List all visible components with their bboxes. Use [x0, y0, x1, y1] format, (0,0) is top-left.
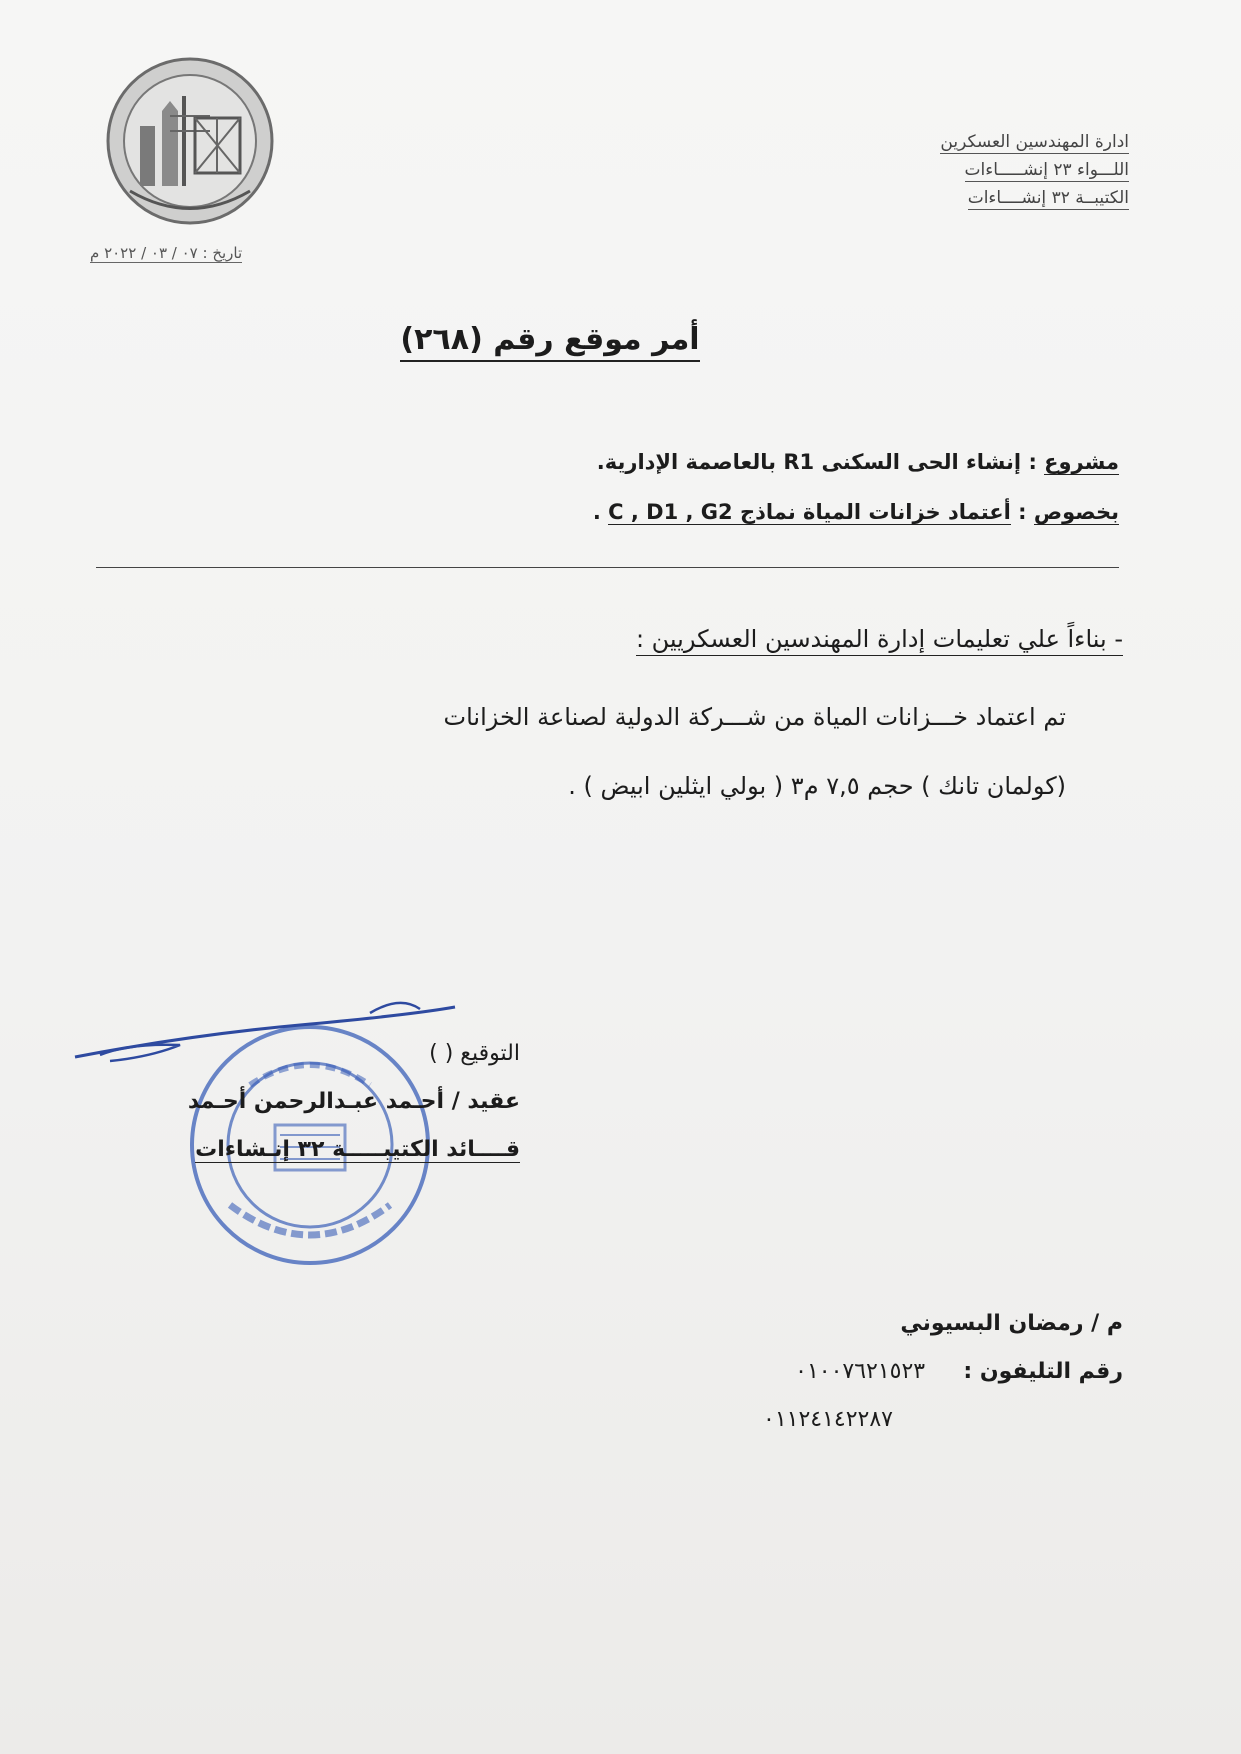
- signatory-name: عقيد / أحـمد عبـدالرحمن أحـمد: [187, 1089, 520, 1114]
- org-line-3: الكتيبــة ٣٢ إنشــــاءات: [967, 188, 1129, 208]
- contact-block: [523, 1300, 1123, 1444]
- phone-row: [523, 1348, 1123, 1396]
- subject-label: بخصوص: [1033, 500, 1119, 524]
- contact-name: م / رمضان البسيوني: [900, 1311, 1123, 1336]
- org-line-2: اللـــواء ٢٣ إنشـــــاءات: [964, 160, 1129, 180]
- horizontal-divider: [96, 567, 1119, 568]
- project-label: مشروع: [1044, 450, 1119, 474]
- project-line: [359, 437, 1119, 487]
- phone-row-2: [523, 1396, 1123, 1444]
- body-line-2: تم اعتماد خـــزانات المياة من شـــركة الدولية لصناعة الخزانات: [443, 703, 1066, 731]
- phone-number-2: ٠١١٢٤١٤٢٢٨٧: [763, 1407, 893, 1432]
- subject-value: أعتماد خزانات المياة نماذج C , D1 , G2: [608, 500, 1011, 524]
- organization-header: [829, 128, 1129, 212]
- engineers-logo-seal: [100, 56, 280, 226]
- signature-block: [90, 1030, 520, 1174]
- phone-number-1: ٠١٠٠٧٦٢١٥٢٣: [795, 1359, 926, 1384]
- body-line-1: - بناءاً علي تعليمات إدارة المهندسين العسكريين :: [223, 625, 1123, 653]
- document-title: أمر موقع رقم (٢٦٨): [340, 322, 760, 357]
- org-line-1: ادارة المهندسين العسكرين: [940, 132, 1129, 152]
- signature-label: التوقيع ( ): [429, 1041, 520, 1066]
- subject-line: بخصوص : أعتماد خزانات المياة نماذج C , D1 , G2 .: [592, 500, 1119, 524]
- body-line-3: (كولمان تانك ) حجم ٧,٥ م٣ ( بولي ايثلين ابيض ) .: [568, 772, 1066, 800]
- document-date: تاريخ : ٠٧ / ٠٣ / ٢٠٢٢ م: [90, 244, 243, 262]
- phone-label: رقم التليفون :: [963, 1359, 1123, 1384]
- project-value: : إنشاء الحى السكنى R1 بالعاصمة الإدارية.: [596, 450, 1037, 474]
- subject-tail: .: [592, 500, 601, 524]
- signatory-role: قــــائد الكتيبـــــة ٣٢ إنـشاءات: [195, 1137, 520, 1162]
- project-subject-block: [359, 437, 1119, 537]
